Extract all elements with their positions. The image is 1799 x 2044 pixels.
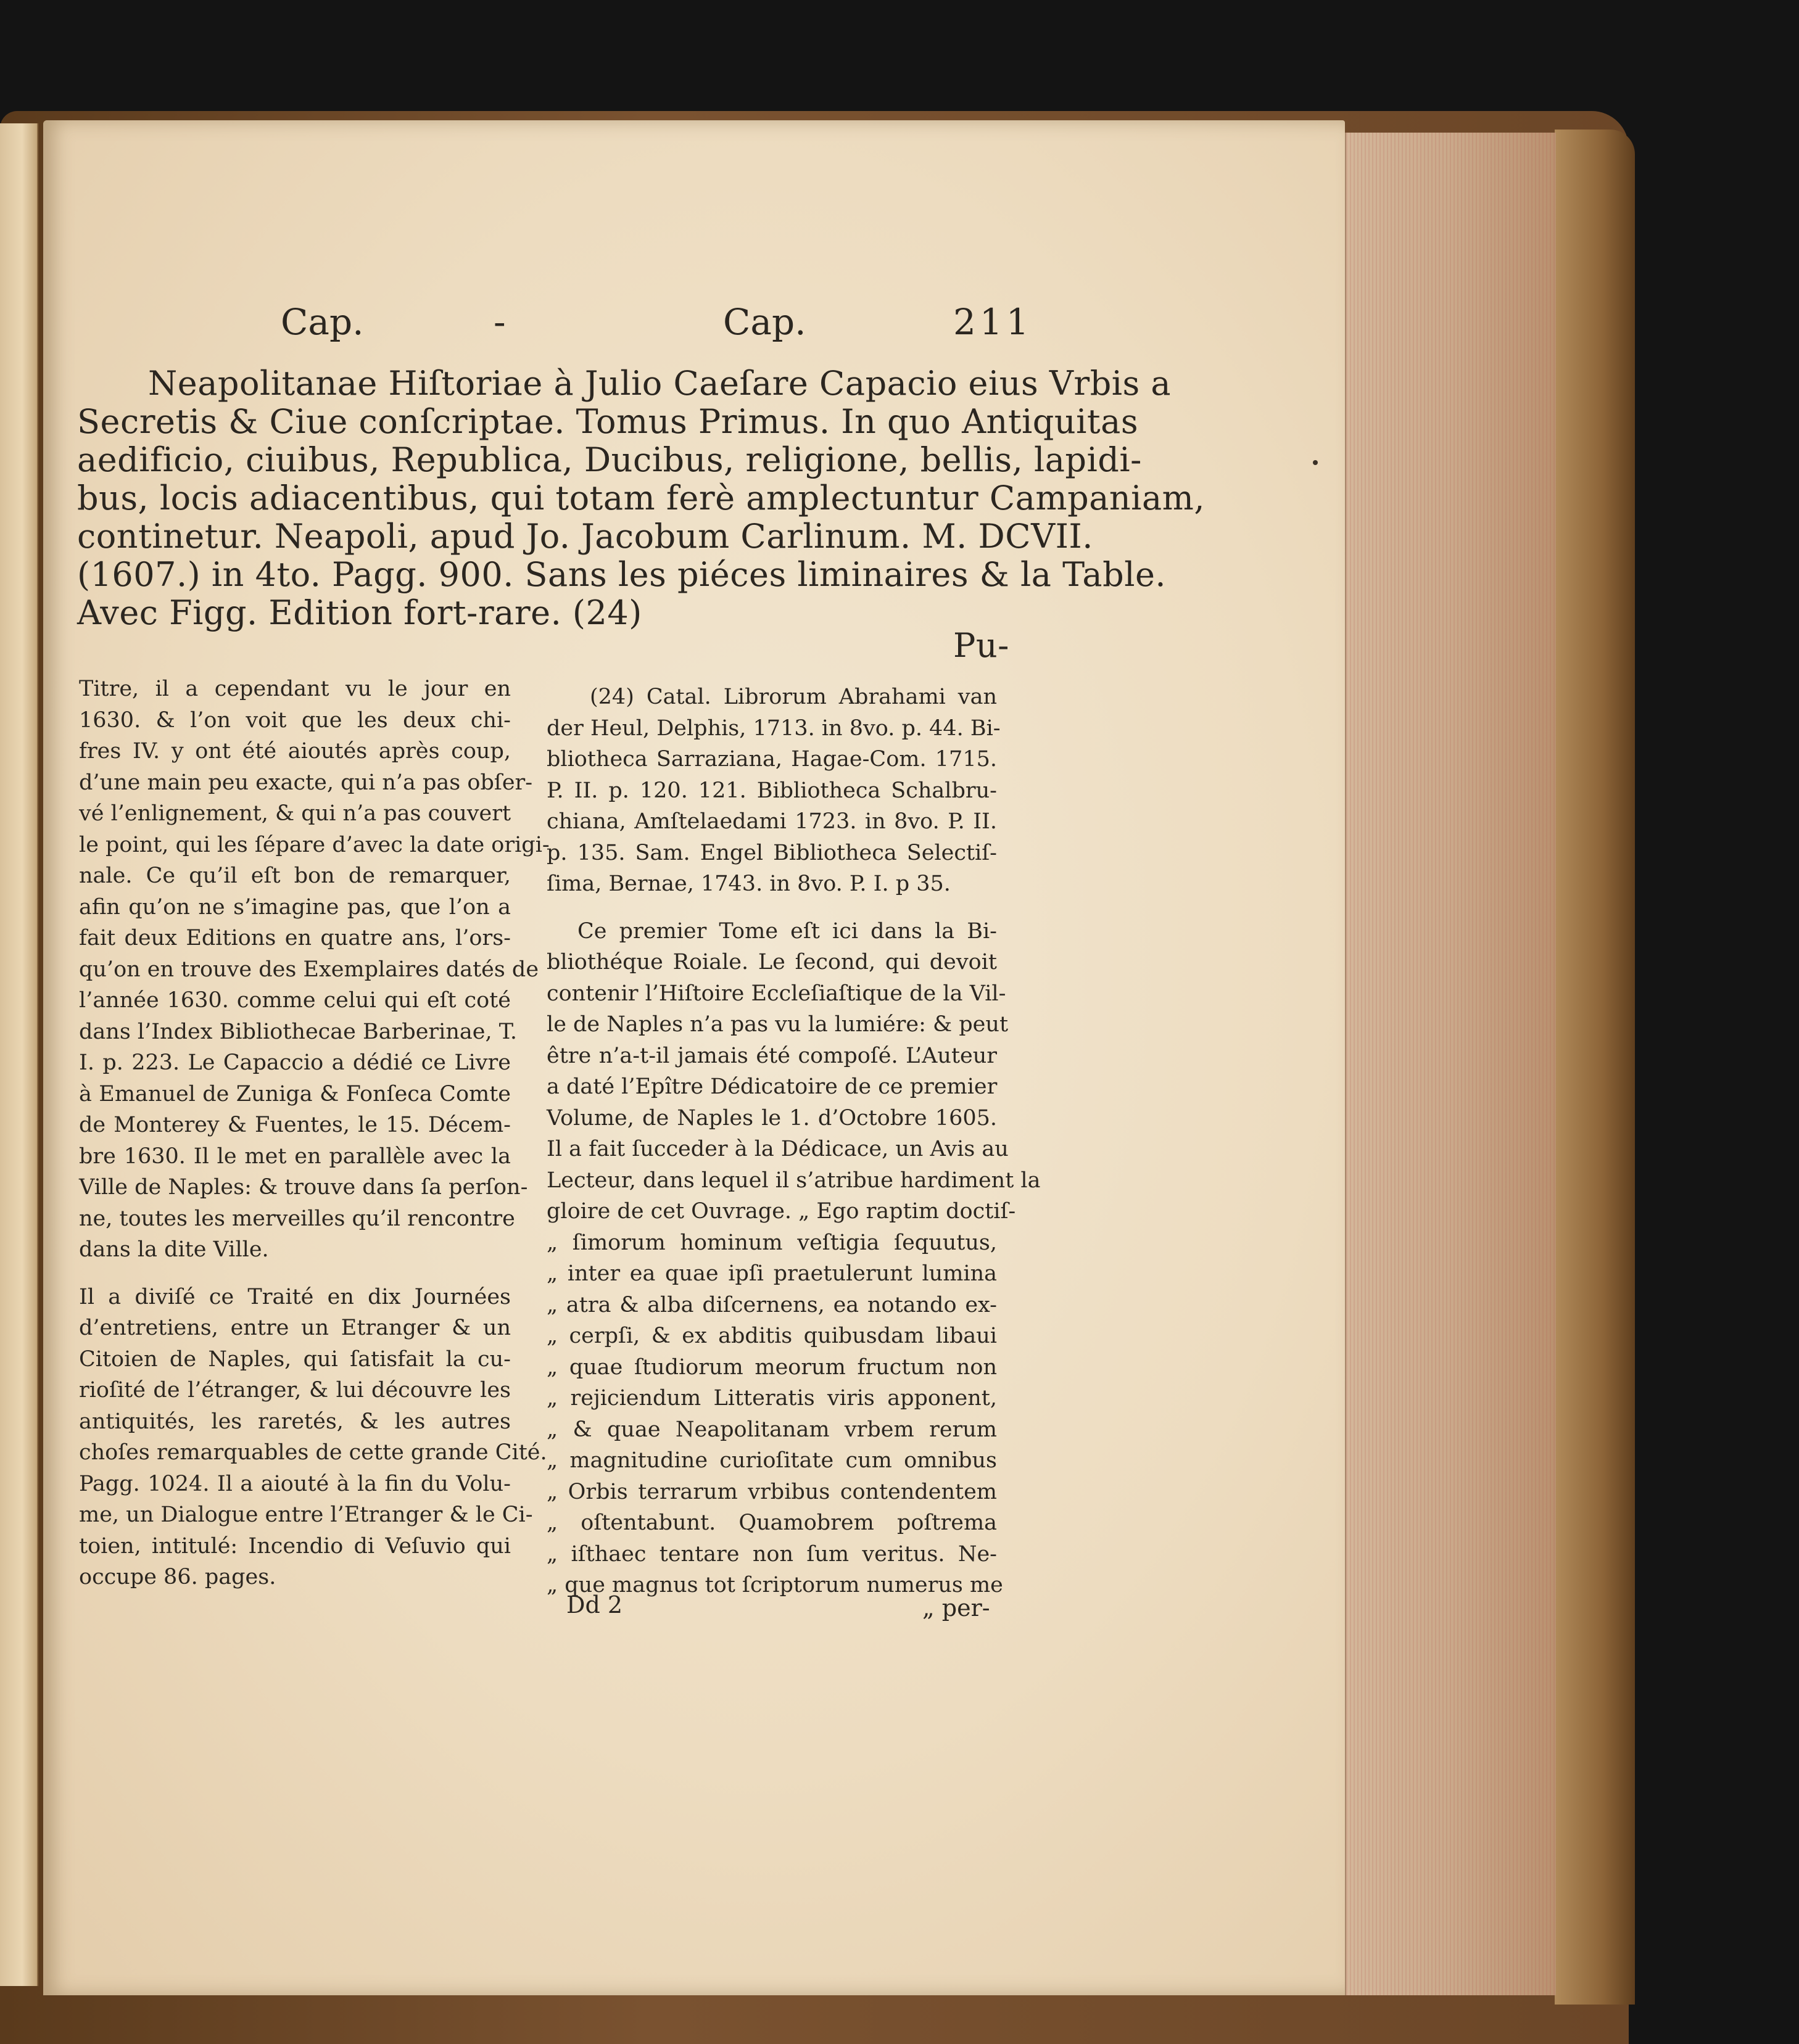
text-line: „ Orbis terrarum vrbibus contendentem xyxy=(547,1479,997,1504)
text-line: fait deux Editions en quatre ans, l’ors- xyxy=(79,926,511,950)
text-line: Titre, il a cependant vu le jour en xyxy=(79,677,511,701)
text-line: der Heul, Delphis, 1713. in 8vo. p. 44. Bi- xyxy=(547,715,1001,741)
text-line: ſima, Bernae, 1743. in 8vo. P. I. p 35. xyxy=(547,872,951,896)
text-line: a daté l’Epître Dédicatoire de ce premier xyxy=(547,1074,998,1099)
text-line: (24) Catal. Librorum Abrahami van xyxy=(590,685,997,709)
text-line: „ que magnus tot ſcriptorum numerus me xyxy=(547,1573,1003,1597)
text-line: „ atra & alba diſcernens, ea notando ex- xyxy=(547,1292,997,1317)
text-line: de Monterey & Fuentes, le 15. Décem- xyxy=(79,1113,511,1137)
right-column xyxy=(547,682,1041,1601)
text-line: p. 135. Sam. Engel Bibliotheca Selectiſ- xyxy=(547,840,997,865)
text-line: afin qu’on ne s’imagine pas, que l’on a xyxy=(79,894,511,920)
text-line: être n’a-t-il jamais été compoſé. L’Auteur xyxy=(547,1043,997,1068)
text-line: P. II. p. 120. 121. Bibliotheca Schalbru- xyxy=(547,778,997,803)
running-head-left: Cap. xyxy=(281,301,364,343)
text-line: Ville de Naples: & trouve dans ſa perſon- xyxy=(79,1175,528,1200)
entry-line: continetur. Neapoli, apud Jo. Jacobum Carlinum. M. DCVII. xyxy=(77,517,1093,556)
text-line: choſes remarquables de cette grande Cité. xyxy=(79,1440,547,1465)
text-line: „ inter ea quae ipſi praetulerunt lumina xyxy=(547,1261,997,1286)
text-line: „ & quae Neapolitanam vrbem rerum xyxy=(547,1417,997,1442)
text-line: bre 1630. Il le met en parallèle avec la xyxy=(79,1144,511,1169)
text-line: Ce premier Tome eſt ici dans la Bi- xyxy=(577,918,997,944)
text-line: chiana, Amſtelaedami 1723. in 8vo. P. II. xyxy=(547,809,997,834)
running-head-center: Cap. xyxy=(723,301,806,343)
footer-catchword: „ per- xyxy=(922,1594,990,1622)
text-line: qu’on en trouve des Exemplaires datés de xyxy=(79,957,539,982)
text-line: 1630. & l’on voit que les deux chi- xyxy=(79,707,511,733)
signature-mark: Dd 2 xyxy=(566,1591,623,1618)
text-line: rioſité de l’étranger, & lui découvre les xyxy=(79,1378,511,1403)
text-line: Volume, de Naples le 1. d’Octobre 1605. xyxy=(547,1105,997,1131)
entry-line: bus, locis adiacentibus, qui totam ferè amplectuntur Campaniam, xyxy=(77,479,1206,517)
text-line: nale. Ce qu’il eſt bon de remarquer, xyxy=(79,863,511,888)
text-line: Pagg. 1024. Il a aiouté à la fin du Volu- xyxy=(79,1471,511,1496)
text-line: „ oſtentabunt. Quamobrem poſtrema xyxy=(547,1510,997,1535)
text-line: I. p. 223. Le Capaccio a dédié ce Livre xyxy=(79,1050,511,1075)
text-line: occupe 86. pages. xyxy=(79,1565,276,1589)
entry-line: (1607.) in 4to. Pagg. 900. Sans les piéces liminaires & la Table. xyxy=(77,555,1167,594)
text-line: ne, toutes les merveilles qu’il rencontre xyxy=(79,1206,515,1231)
text-line: l’année 1630. comme celui qui eſt coté xyxy=(79,988,511,1013)
text-line: d’une main peu exacte, qui n’a pas obſer- xyxy=(79,770,533,795)
text-line: dans la dite Ville. xyxy=(79,1237,269,1262)
text-line: bliothéque Roiale. Le ſecond, qui devoit xyxy=(547,950,997,975)
text-line: „ iſthaec tentare non ſum veritus. Ne- xyxy=(547,1541,997,1567)
text-line: dans l’Index Bibliothecae Barberinae, T. xyxy=(79,1019,518,1044)
text-line: vé l’enlignement, & qui n’a pas couvert xyxy=(79,801,511,826)
text-line: Il a fait ſucceder à la Dédicace, un Avis au xyxy=(547,1137,1009,1161)
page-number: 211 xyxy=(953,301,1033,343)
text-line: Citoien de Naples, qui ſatisfait la cu- xyxy=(79,1346,511,1372)
left-column xyxy=(79,674,550,1593)
text-line: „ ſimorum hominum veſtigia ſequutus, xyxy=(547,1230,997,1255)
page-fore-edge xyxy=(1345,133,1556,1995)
text-line: „ rejiciendum Litteratis viris apponent, xyxy=(547,1386,997,1411)
running-head-dash: - xyxy=(494,301,506,343)
text-line: le point, qui les ſépare d’avec la date origi- xyxy=(79,832,550,857)
text-line: gloire de cet Ouvrage. „ Ego raptim doctiſ- xyxy=(547,1199,1016,1224)
text-line: „ cerpſi, & ex abditis quibusdam libaui xyxy=(547,1324,997,1348)
text-line: d’entretiens, entre un Etranger & un xyxy=(79,1316,511,1340)
paper-speck xyxy=(1313,460,1318,465)
entry-line: aedificio, ciuibus, Republica, Ducibus, religione, bellis, lapidi- xyxy=(77,440,1142,479)
left-page-edge xyxy=(0,123,38,1986)
text-line: fres IV. y ont été aioutés après coup, xyxy=(79,739,511,764)
text-line: toien, intitulé: Incendio di Veſuvio qui xyxy=(79,1533,511,1559)
entry-line: Avec Figg. Edition fort-rare. (24) xyxy=(77,593,642,632)
text-line: le de Naples n’a pas vu la lumiére: & peut xyxy=(547,1012,1009,1037)
entry-line: Secretis & Ciue conſcriptae. Tomus Primus. In quo Antiquitas xyxy=(77,402,1139,441)
text-line: à Emanuel de Zuniga & Fonſeca Comte xyxy=(79,1081,511,1106)
text-line: antiquités, les raretés, & les autres xyxy=(79,1409,511,1434)
text-line: Lecteur, dans lequel il s’atribue hardiment la xyxy=(547,1168,1041,1193)
text-line: me, un Dialogue entre l’Etranger & le Ci- xyxy=(79,1502,533,1527)
catchword: Pu- xyxy=(953,626,1009,665)
footnote xyxy=(547,682,1001,900)
text-line: „ quae ſtudiorum meorum fructum non xyxy=(547,1354,997,1380)
entry-line: Neapolitanae Hiſtoriae à Julio Caeſare Capacio eius Vrbis a xyxy=(148,364,1172,403)
text-line: bliotheca Sarraziana, Hagae-Com. 1715. xyxy=(547,747,997,772)
text-line: Il a diviſé ce Traité en dix Journées xyxy=(79,1284,511,1309)
paragraph xyxy=(547,916,1041,1601)
text-line: „ magnitudine curioſitate cum omnibus xyxy=(547,1448,997,1473)
text-line: contenir l’Hiſtoire Eccleſiaſtique de la Vil- xyxy=(547,981,1006,1006)
book-binding-edge xyxy=(1555,130,1635,2005)
